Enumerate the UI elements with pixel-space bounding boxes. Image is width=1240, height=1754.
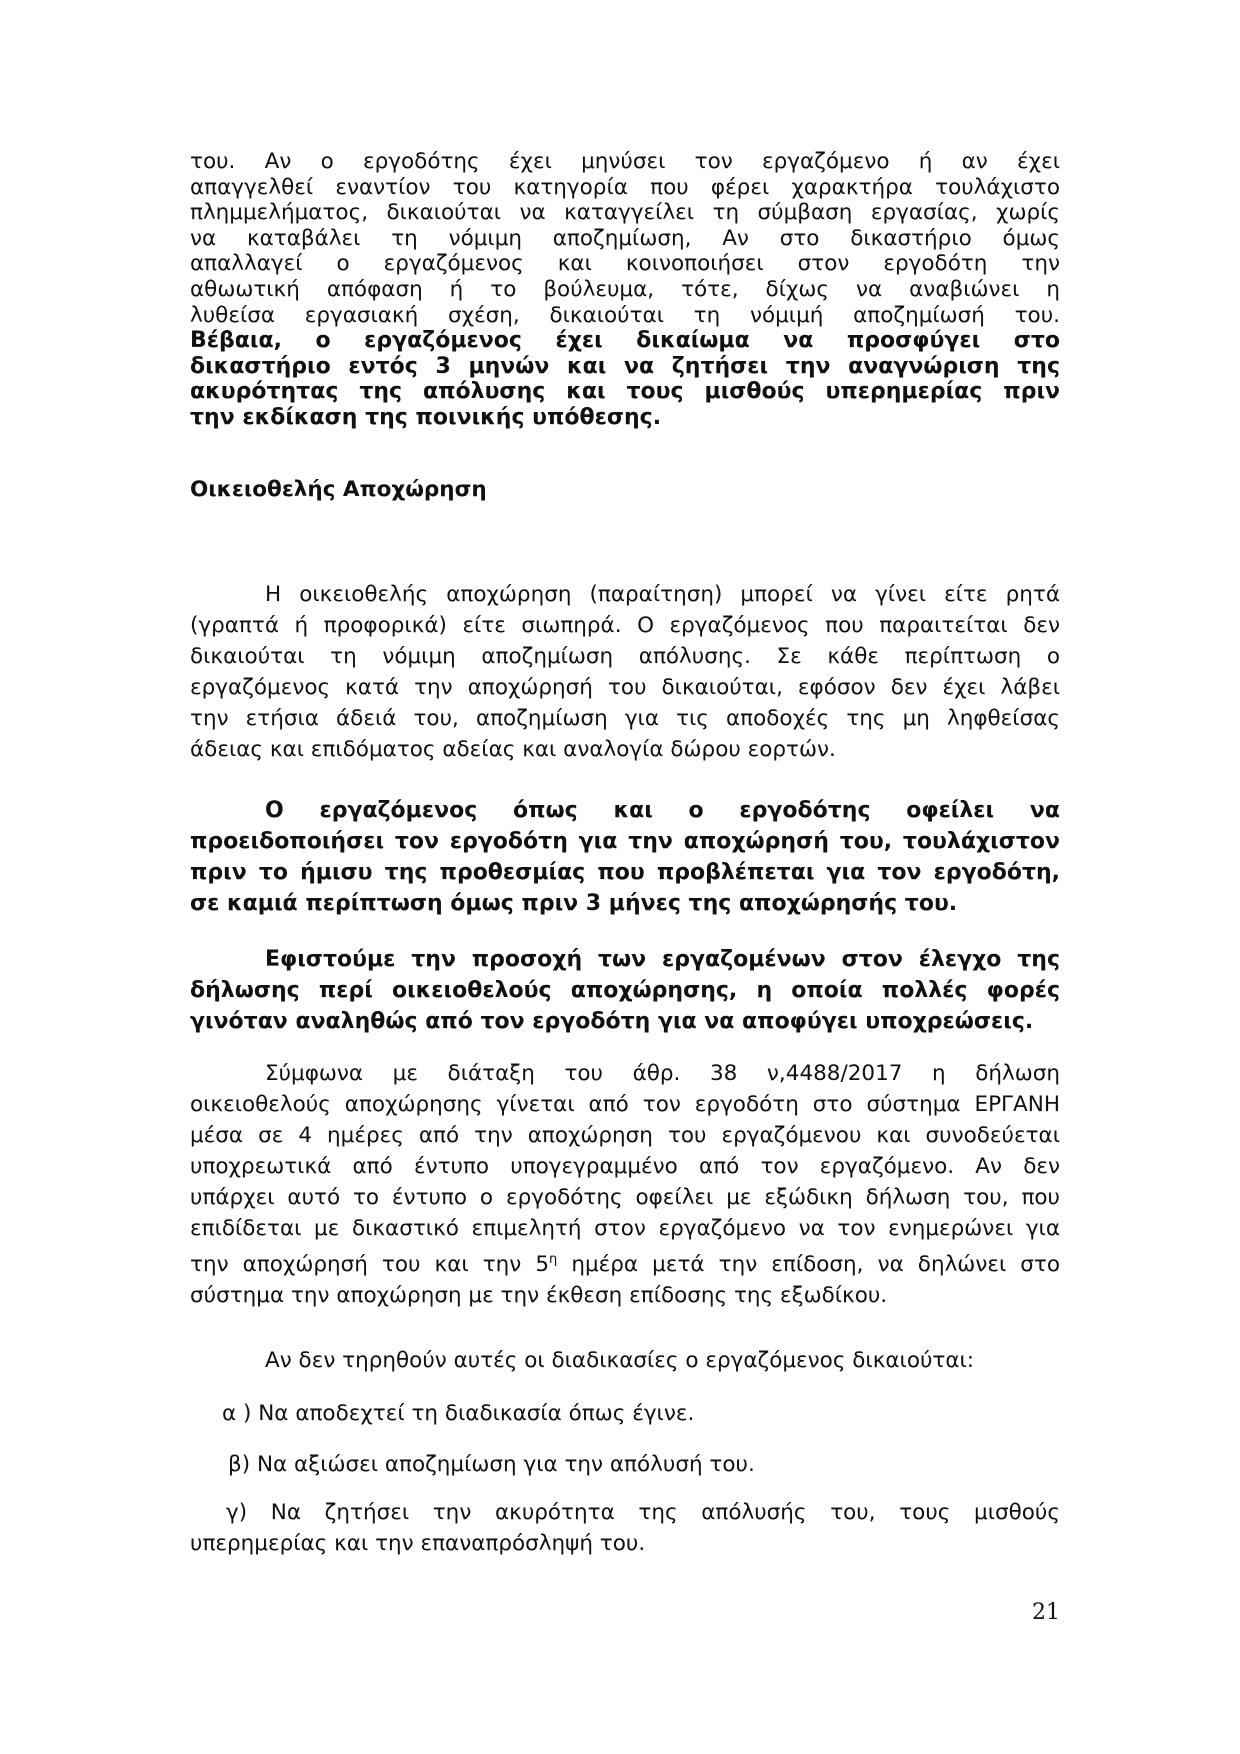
text-line: την ετήσια άδειά του, αποζημίωση για τις αποδοχές της μη ληφθείσας <box>190 706 1060 731</box>
text-line: απαγγελθεί εναντίον του κατηγορία που φέρει χαρακτήρα τουλάχιστο <box>190 174 1060 200</box>
text-line: απαλλαγεί ο εργαζόμενος και κοινοποιήσει στον εργοδότη την <box>190 251 1060 277</box>
bold-text-line: δικαστήριο εντός 3 μηνών και να ζητήσει την αναγνώριση της <box>190 353 1060 379</box>
list-item-c <box>190 1497 1060 1559</box>
text-line: Αν δεν τηρηθούν αυτές οι διαδικασίες ο εργαζόμενος δικαιούται: <box>265 1348 975 1373</box>
text-fragment: ημέρα μετά την επίδοση, να δηλώνει στο <box>557 1252 1061 1278</box>
list-item-text: α ) Να αποδεχτεί τη διαδικασία όπως έγινε. <box>222 1401 695 1426</box>
paragraph-intro-list <box>190 1345 1060 1376</box>
list-item-a <box>222 1398 694 1429</box>
text-line <box>190 1244 1060 1280</box>
bold-text-line: προειδοποιήσει τον εργοδότη για την αποχώρησή του, τουλάχιστον <box>190 829 1060 854</box>
bold-text-line: πριν το ήμισυ της προθεσμίας που προβλέπεται για τον εργοδότη, <box>190 860 1060 885</box>
bold-text-line: Εφιστούμε την προσοχή των εργαζομένων στον έλεγχο της <box>265 947 1060 972</box>
paragraph-notice <box>190 795 1060 919</box>
bold-text-line: Βέβαια, ο εργαζόμενος έχει δικαίωμα να προσφύγει στο <box>190 328 1060 354</box>
superscript: η <box>549 1252 558 1267</box>
bold-text-line: ακυρότητας της απόλυσης και τους μισθούς υπερημερίας πριν <box>190 379 1060 405</box>
bold-text-line: Ο εργαζόμενος όπως και ο εργοδότης οφείλει να <box>265 798 1060 823</box>
text-line: εργαζόμενος κατά την αποχώρησή του δικαιούται, εφόσον δεν έχει λάβει <box>190 675 1060 700</box>
page-number: 21 <box>1032 1600 1060 1625</box>
text-line: άδειας και επιδόματος αδείας και αναλογία δώρου εορτών. <box>190 737 836 762</box>
text-line: επιδίδεται με δικαστικό επιμελητή στον εργαζόμενο να τον ενημερώνει για <box>190 1216 1060 1241</box>
bold-text-line: γινόταν αναληθώς από τον εργοδότη για να αποφύγει υποχρεώσεις. <box>190 1009 1034 1034</box>
text-line: μέσα σε 4 ημέρες από την αποχώρηση του εργαζόμενου και συνοδεύεται <box>190 1123 1060 1148</box>
bold-text-line: την εκδίκαση της ποινικής υπόθεσης. <box>190 404 662 430</box>
text-line: λυθείσα εργασιακή σχέση, δικαιούται τη νόμιμή αποζημίωσή του. <box>190 302 1060 328</box>
list-item-text: γ) Να ζητήσει την ακυρότητα της απόλυσής του, τους μισθούς <box>226 1500 1060 1525</box>
text-line: (γραπτά ή προφορικά) είτε σιωπηρά. Ο εργαζόμενος που παραιτείται δεν <box>190 613 1060 638</box>
list-item-text: υπερημερίας και την επαναπρόσληψή του. <box>190 1531 646 1556</box>
text-line: Σύμφωνα με διάταξη του άθρ. 38 ν,4488/2017 η δήλωση <box>265 1061 1060 1086</box>
list-item-b <box>228 1449 755 1480</box>
text-line: οικειοθελούς αποχώρησης γίνεται από τον εργοδότη στο σύστημα ΕΡΓΑΝΗ <box>190 1092 1060 1117</box>
text-line: Η οικειοθελής αποχώρηση (παραίτηση) μπορεί να γίνει είτε ρητά <box>265 582 1060 607</box>
text-line: του. Αν ο εργοδότης έχει μηνύσει τον εργαζόμενο ή αν έχει <box>190 149 1060 174</box>
text-line: υπάρχει αυτό το έντυπο ο εργοδότης οφείλει με εξώδικη δήλωση του, που <box>190 1185 1060 1210</box>
bold-text-line: δήλωσης περί οικειοθελούς αποχώρησης, η οποία πολλές φορές <box>190 978 1060 1003</box>
text-line: υποχρεωτικά από έντυπο υπογεγραμμένο από τον εργαζόμενο. Αν δεν <box>190 1154 1060 1179</box>
text-line: δικαιούται τη νόμιμη αποζημίωση απόλυσης. Σε κάθε περίπτωση ο <box>190 644 1060 669</box>
text-line: σύστημα την αποχώρηση με την έκθεση επίδοσης της εξωδίκου. <box>190 1283 888 1309</box>
text-line: να καταβάλει τη νόμιμη αποζημίωση, Αν στο δικαστήριο όμως <box>190 225 1060 251</box>
text-line: αθωωτική απόφαση ή το βούλευμα, τότε, δίχως να αναβιώνει η <box>190 276 1060 302</box>
text-line: πλημμελήματος, δικαιούται να καταγγείλει τη σύμβαση εργασίας, χωρίς <box>190 200 1060 226</box>
section-heading: Οικειοθελής Αποχώρηση <box>190 477 487 502</box>
intro-paragraph <box>190 149 1060 431</box>
paragraph-law <box>190 1058 1060 1311</box>
text-fragment: την αποχώρησή του και την 5 <box>190 1252 550 1278</box>
paragraph-resignation <box>190 579 1060 765</box>
paragraph-warning <box>190 944 1060 1037</box>
bold-text-line: σε καμιά περίπτωση όμως πριν 3 μήνες της αποχώρησής του. <box>190 891 958 916</box>
list-item-text: β) Να αξιώσει αποζημίωση για την απόλυσή του. <box>228 1452 755 1477</box>
